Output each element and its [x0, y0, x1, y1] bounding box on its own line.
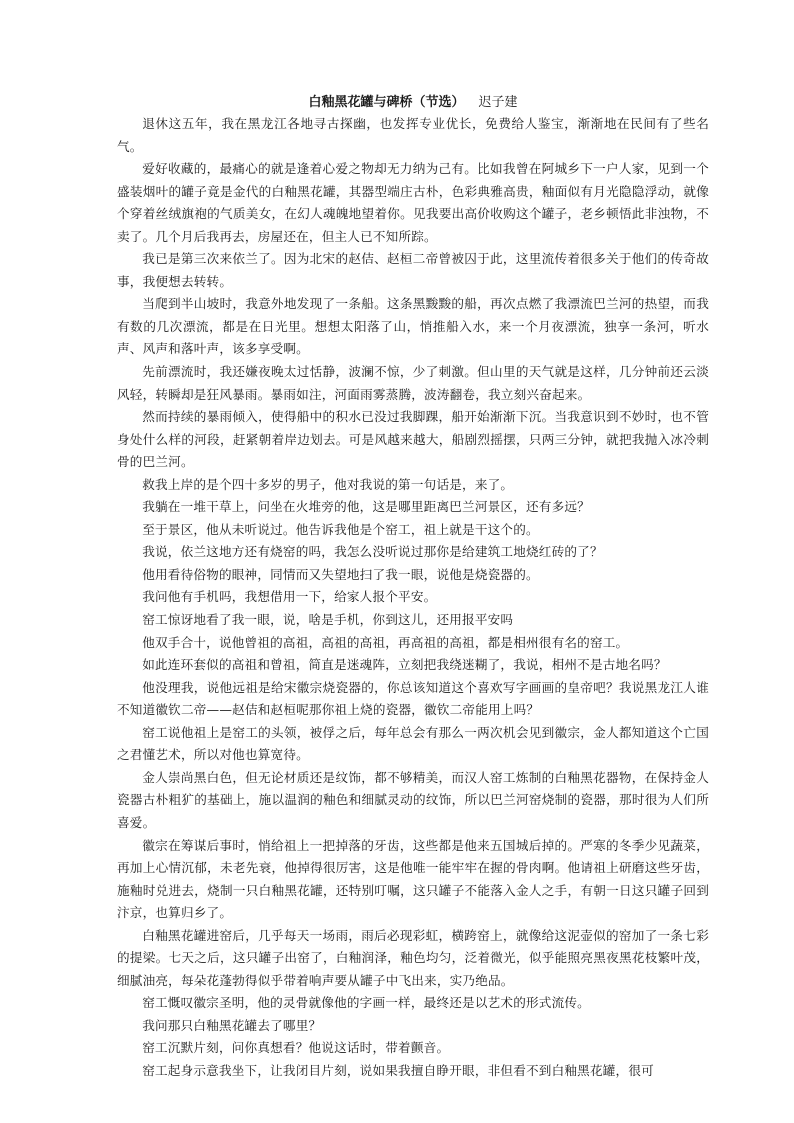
paragraph: 白釉黑花罐进窑后，几乎每天一场雨，雨后必现彩虹，横跨窑上，就像给这泥壶似的窑加了一条七彩的提梁。七天之后，这只罐子出窑了，白釉润泽，釉色均匀，泛着微光，似乎能照亮黑夜黑花枝繁叶茂，细腻油亮，每朵花蓬勃得似乎带着响声要从罐子中飞出来，实乃绝品。 — [117, 927, 709, 988]
paragraph: 爱好收藏的，最痛心的就是逢着心爱之物却无力纳为己有。比如我曾在阿城乡下一户人家，见到一个盛装烟叶的罐子竟是金代的白釉黑花罐，其器型端庄古朴，色彩典雅高贵，釉面似有月光隐隐浮动，就像个穿着丝绒旗袍的气质美女，在幻人魂魄地望着你。见我要出高价收购这个罐子，老乡顿悟此非浊物，不卖了。几个月后我再去，房屋还在，但主人已不知所踪。 — [117, 161, 709, 244]
paragraph: 他双手合十，说他曾祖的高祖，高祖的高祖，再高祖的高祖，都是相州很有名的窑工。 — [142, 634, 629, 650]
paragraph: 我躺在一堆干草上，问坐在火堆旁的他，这是哪里距离巴兰河景区，还有多远？ — [142, 499, 590, 515]
paragraph: 徽宗在筹谋后事时，悄给祖上一把掉落的牙齿，这些都是他来五国城后掉的。严寒的冬季少见蔬菜，再加上心情沉郁，未老先衰，他掉得很厉害，这是他唯一能牢牢在握的骨肉啊。他请祖上研磨这些牙齿，施釉时兑进去，烧制一只白釉黑花罐，还特别叮嘱，这只罐子不能落入金人之手，有朝一日这只罐子回到汴京，也算归乡了。 — [117, 837, 709, 921]
paragraph: 救我上岸的是个四十多岁的男子，他对我说的第一句话是，来了。 — [142, 476, 514, 492]
paragraph: 退休这五年，我在黑龙江各地寻古探幽，也发挥专业优长，免费给人鉴宝，渐渐地在民间有了些名气。 — [117, 116, 709, 154]
document-title: 白釉黑花罐与碑桥（节选） — [308, 95, 465, 110]
document-body — [117, 94, 709, 1083]
paragraph: 当爬到半山坡时，我意外地发现了一条船。这条黑黢黢的船，再次点燃了我漂流巴兰河的热望，而我有数的几次漂流，都是在日光里。想想太阳落了山，悄推船入水，来一个月夜漂流，独享一条河，听水声、风声和落叶声，该多享受啊。 — [117, 296, 709, 357]
paragraph: 窑工惊讶地看了我一眼，说，啥是手机，你到这儿，还用报平安吗 — [142, 612, 514, 628]
paragraph: 然而持续的暴雨倾入，使得船中的积水已没过我脚踝，船开始渐渐下沉。当我意识到不妙时，也不管身处什么样的河段，赶紧朝着岸边划去。可是风越来越大，船剧烈摇摆，只两三分钟，就把我抛入冰冷刺骨的巴兰河。 — [117, 409, 709, 470]
paragraph: 如此连环套似的高祖和曾祖，简直是迷魂阵，立刻把我绕迷糊了，我说，相州不是古地名吗？ — [142, 657, 667, 673]
paragraph: 我问他有手机吗，我想借用一下，给家人报个平安。 — [142, 589, 437, 605]
paragraph: 窑工慨叹徽宗圣明，他的灵骨就像他的字画一样，最终还是以艺术的形式流传。 — [142, 995, 590, 1011]
paragraph: 金人崇尚黑白色，但无论材质还是纹饰，都不够精美，而汉人窑工炼制的白釉黑花器物，在保持金人瓷器古朴粗犷的基础上，施以温润的釉色和细腻灵动的纹饰，所以巴兰河窑烧制的瓷器，那时很为人们所喜爱。 — [117, 769, 709, 830]
paragraph: 窑工说他祖上是窑工的头领，被俘之后，每年总会有那么一两次机会见到徽宗，金人都知道这个亡国之君懂艺术，所以对他也算宽待。 — [117, 724, 709, 763]
document-author: 迟子建 — [478, 95, 518, 110]
paragraph: 他没理我，说他远祖是给宋徽宗烧瓷器的，你总该知道这个喜欢写字画画的皇帝吧？我说黑龙江人谁不知道徽钦二帝——赵佶和赵桓呢那你祖上烧的瓷器，徽钦二帝能用上吗？ — [117, 679, 709, 718]
paragraph: 我问那只白釉黑花罐去了哪里？ — [142, 1017, 322, 1033]
paragraph: 先前漂流时，我还嫌夜晚太过恬静，波澜不惊，少了刺激。但山里的天气就是这样，几分钟前还云淡风轻，转瞬却是狂风暴雨。暴雨如注，河面雨雾蒸腾，波涛翻卷，我立刻兴奋起来。 — [117, 364, 709, 402]
document-title-line — [117, 94, 709, 112]
paragraph: 窑工起身示意我坐下，让我闭目片刻，说如果我擅自睁开眼，非但看不到白釉黑花罐，很可 — [142, 1062, 654, 1078]
paragraph: 他用看待俗物的眼神，同情而又失望地扫了我一眼，说他是烧瓷器的。 — [142, 566, 539, 582]
paragraph: 窑工沉默片刻，问你真想看？他说这话时，带着颤音。 — [142, 1040, 450, 1056]
paragraph: 我已是第三次来依兰了。因为北宋的赵佶、赵桓二帝曾被囚于此，这里流传着很多关于他们的传奇故事，我便想去转转。 — [117, 251, 709, 289]
paragraph: 至于景区，他从未听说过。他告诉我他是个窑工，祖上就是干这个的。 — [142, 521, 539, 537]
paragraph: 我说，依兰这地方还有烧窑的吗，我怎么没听说过那你是给建筑工地烧红砖的了？ — [142, 544, 603, 560]
